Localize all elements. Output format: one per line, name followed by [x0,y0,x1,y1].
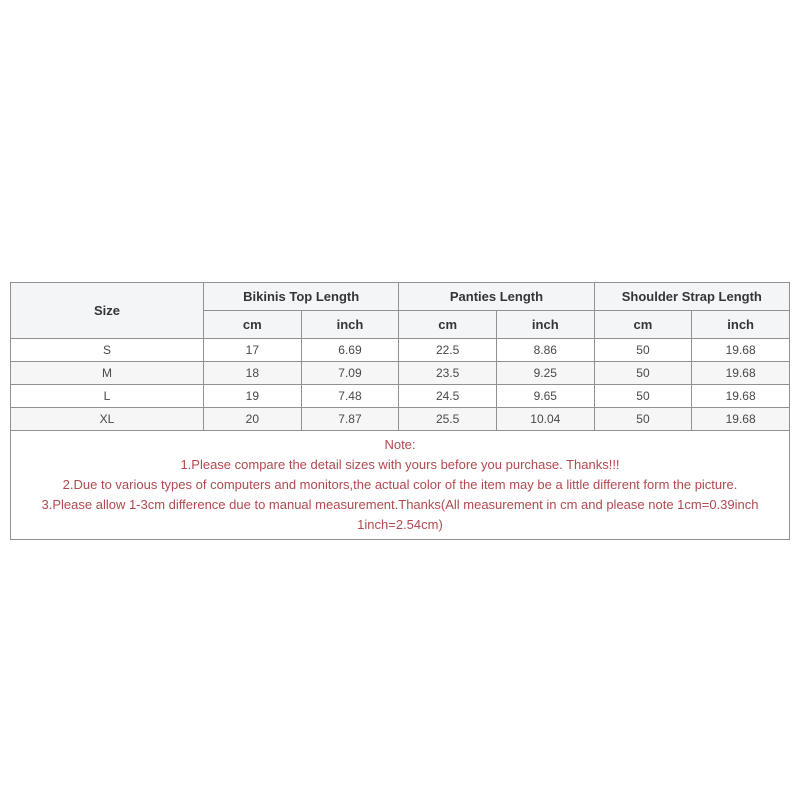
cell-shoulder-strap-cm: 50 [594,339,692,362]
note-line-1: 1.Please compare the detail sizes with yours before you purchase. Thanks!!! [180,457,620,472]
cell-panties-cm: 23.5 [399,362,497,385]
cell-bikinis-top-inch: 7.87 [301,408,399,431]
cell-panties-inch: 8.86 [496,339,594,362]
cell-bikinis-top-cm: 19 [204,385,302,408]
table-row-l [11,385,790,408]
cell-panties-inch: 10.04 [496,408,594,431]
header-size: Size [11,283,204,339]
note-line-3: 3.Please allow 1-3cm difference due to manual measurement.Thanks(All measurement in cm and please note 1cm=0.39inch 1inch=2.54cm) [41,497,759,532]
subheader-panties-cm: cm [399,311,497,339]
cell-bikinis-top-cm: 17 [204,339,302,362]
header-group-row [11,283,790,311]
cell-size: XL [11,408,204,431]
subheader-shoulder-inch: inch [692,311,790,339]
header-shoulder-strap-length: Shoulder Strap Length [594,283,789,311]
cell-panties-inch: 9.25 [496,362,594,385]
cell-bikinis-top-inch: 6.69 [301,339,399,362]
subheader-panties-inch: inch [496,311,594,339]
subheader-shoulder-cm: cm [594,311,692,339]
note-line-2: 2.Due to various types of computers and monitors,the actual color of the item may be a little different form the picture. [62,477,738,492]
cell-shoulder-strap-inch: 19.68 [692,408,790,431]
subheader-bikinis-cm: cm [204,311,302,339]
cell-bikinis-top-inch: 7.09 [301,362,399,385]
cell-shoulder-strap-inch: 19.68 [692,385,790,408]
cell-bikinis-top-cm: 20 [204,408,302,431]
subheader-bikinis-inch: inch [301,311,399,339]
header-bikinis-top-length: Bikinis Top Length [204,283,399,311]
cell-panties-cm: 24.5 [399,385,497,408]
cell-panties-inch: 9.65 [496,385,594,408]
cell-bikinis-top-inch: 7.48 [301,385,399,408]
table-row-m [11,362,790,385]
table-header [11,283,790,339]
table-body [11,339,790,540]
size-chart-container [10,282,790,540]
table-row-xl [11,408,790,431]
cell-shoulder-strap-cm: 50 [594,362,692,385]
cell-bikinis-top-cm: 18 [204,362,302,385]
cell-size: S [11,339,204,362]
size-chart-table [10,282,790,540]
cell-panties-cm: 25.5 [399,408,497,431]
note-section [11,431,790,540]
note-text-block [17,435,783,535]
note-row [11,431,790,540]
cell-shoulder-strap-inch: 19.68 [692,362,790,385]
cell-shoulder-strap-inch: 19.68 [692,339,790,362]
cell-shoulder-strap-cm: 50 [594,385,692,408]
table-row-s [11,339,790,362]
cell-size: L [11,385,204,408]
note-title: Note: [384,437,416,452]
header-panties-length: Panties Length [399,283,594,311]
cell-size: M [11,362,204,385]
cell-shoulder-strap-cm: 50 [594,408,692,431]
cell-panties-cm: 22.5 [399,339,497,362]
